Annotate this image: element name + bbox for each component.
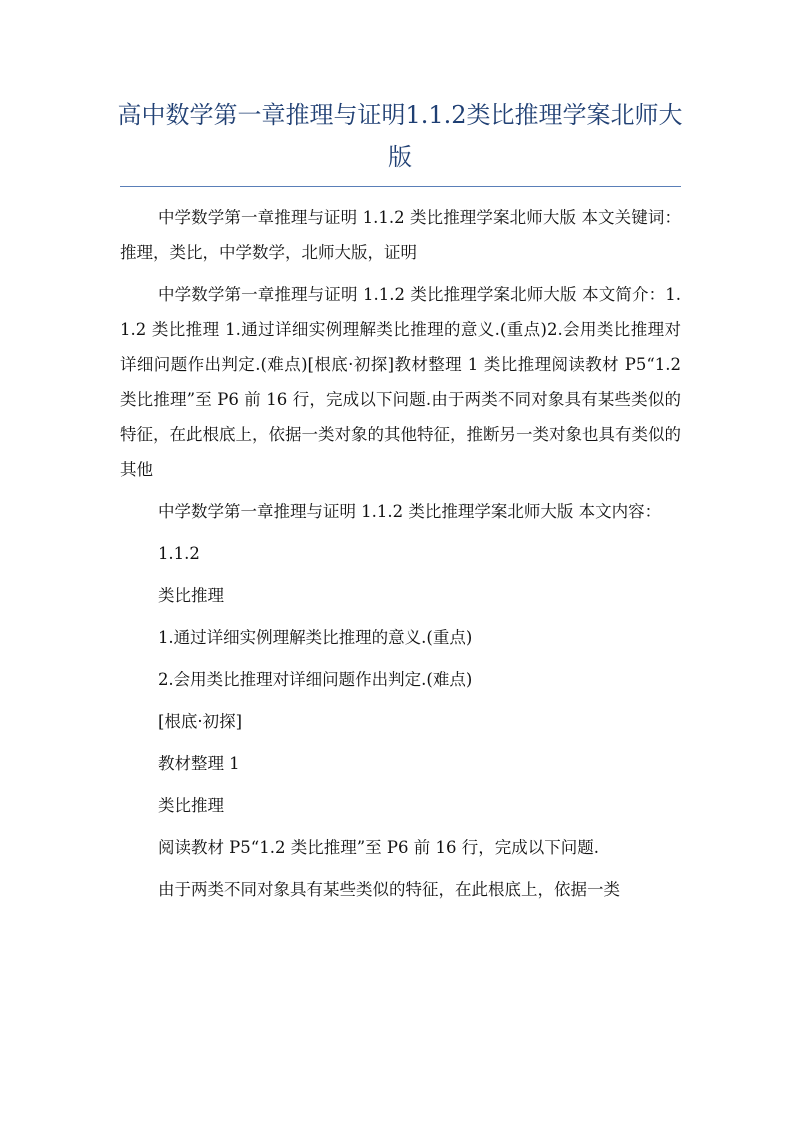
paragraph-summary: 中学数学第一章推理与证明 1.1.2 类比推理学案北师大版 本文简介：1.1.2 类比推理 1.通过详细实例理解类比推理的意义.(重点)2.会用类比推理对详细问题作出判定.(难点)[根底·初探]教材整理 1 类比推理阅读教材 P5“1.2 类比推理”至 P6 前 16 行，完成以下问题.由于两类不同对象具有某些类似的特征，在此根底上，依据一类对象的其他特征，推断另一类对象也具有类似的其他 [120, 285, 681, 479]
section-number: 1.1.2 [157, 544, 200, 563]
objective-1: 1.通过详细实例理解类比推理的意义.(重点) [157, 628, 473, 647]
material-label: 教材整理 1 [157, 754, 240, 773]
subsection-label: [根底·初探] [157, 712, 243, 731]
paragraph-keywords: 中学数学第一章推理与证明 1.1.2 类比推理学案北师大版 本文关键词：推理，类比，中学数学，北师大版，证明 [120, 208, 681, 262]
paragraph-content-intro: 中学数学第一章推理与证明 1.1.2 类比推理学案北师大版 本文内容： [157, 502, 662, 521]
topic-heading: 类比推理 [157, 796, 224, 815]
definition-start: 由于两类不同对象具有某些类似的特征，在此根底上，依据一类 [157, 880, 620, 899]
document-body [120, 200, 681, 914]
title-divider [120, 186, 681, 187]
objective-2: 2.会用类比推理对详细问题作出判定.(难点) [157, 670, 473, 689]
reading-instruction: 阅读教材 P5“1.2 类比推理”至 P6 前 16 行，完成以下问题. [157, 838, 599, 857]
section-heading: 类比推理 [157, 586, 224, 605]
document-title: 高中数学第一章推理与证明1.1.2类比推理学案北师大版 [117, 101, 683, 171]
